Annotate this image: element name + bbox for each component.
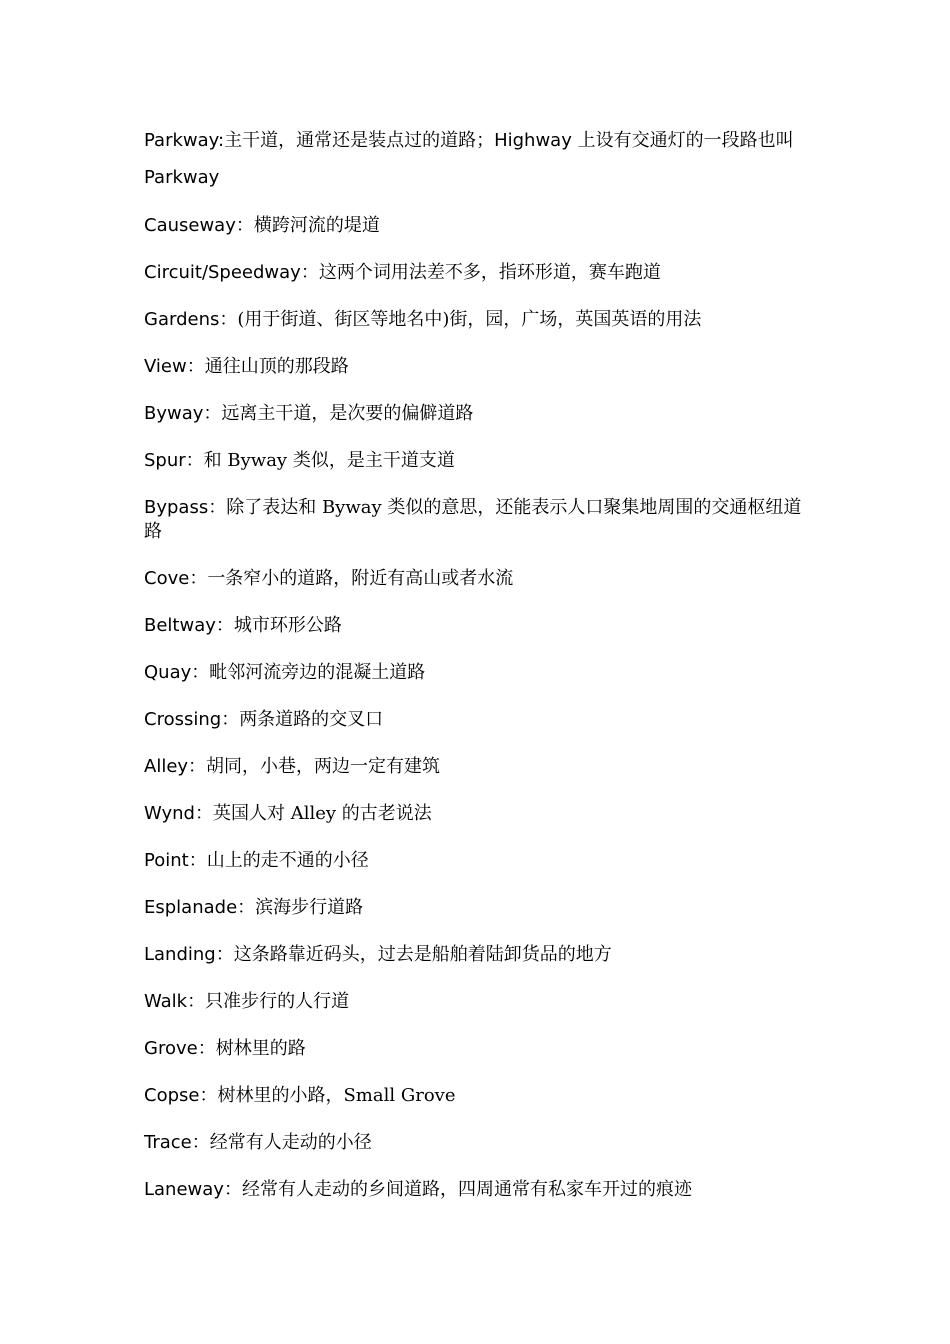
entry-term: Cove [144,568,190,589]
entry-definition: 横跨河流的堤道 [253,215,380,236]
entry-term: Alley [144,756,189,777]
entry-term: Landing [144,944,216,965]
entry-definition: 经常有人走动的乡间道路，四周通常有私家车开过的痕迹 [241,1179,692,1200]
entry-definition: 两条道路的交叉口 [239,709,384,730]
entry-term: Wynd [144,803,195,824]
entry-definition: 英国人对 Alley 的古老说法 [212,803,432,824]
entry-term: Walk [144,991,188,1012]
entry-separator: ： [197,1038,216,1059]
entry-definition: 树林里的小路，Small Grove [217,1085,456,1106]
entry-copse [144,1084,814,1108]
entry-alley [144,755,814,779]
document-page [144,122,814,1225]
entry-bypass [144,496,814,544]
entry-cove [144,567,814,591]
entry-definition: 滨海步行道路 [255,897,364,918]
entry-byway [144,402,814,426]
entry-esplanade [144,896,814,920]
entry-crossing [144,708,814,732]
entry-separator: ： [188,850,207,871]
entry-definition: 远离主干道，是次要的偏僻道路 [221,403,474,424]
entry-term: Grove [144,1038,198,1059]
entry-quay [144,661,814,685]
entry-separator: ： [223,1179,242,1200]
entry-grove [144,1037,814,1061]
entry-separator: ： [215,615,234,636]
entry-definition: 树林里的路 [215,1038,306,1059]
entry-term: Byway [144,403,204,424]
entry-separator: ： [188,756,207,777]
entry-term: Spur [144,450,186,471]
entry-separator: : [218,130,225,151]
entry-causeway [144,214,814,238]
entry-separator: ： [208,497,227,518]
entry-separator: ： [237,897,256,918]
entry-term: Copse [144,1085,200,1106]
entry-circuit-speedway [144,261,814,285]
entry-definition: 胡同，小巷，两边一定有建筑 [206,756,441,777]
entry-term: Quay [144,662,192,683]
entry-term: Crossing [144,709,222,730]
entry-definition: 通往山顶的那段路 [204,356,349,377]
entry-separator: ： [300,262,319,283]
entry-term: Bypass [144,497,209,518]
entry-definition: 城市环形公路 [233,615,342,636]
entry-definition: 和 Byway 类似，是主干道支道 [203,450,455,471]
entry-term: Gardens [144,309,220,330]
entry-separator: ： [215,944,234,965]
entry-landing [144,943,814,967]
entry-term: Beltway [144,615,216,636]
entry-term: Parkway [144,130,218,151]
entry-separator: ： [191,662,210,683]
entry-separator: ： [186,356,205,377]
entry-term: Laneway [144,1179,224,1200]
entry-definition: 毗邻河流旁边的混凝土道路 [209,662,426,683]
entry-walk [144,990,814,1014]
entry-separator: ： [199,1085,218,1106]
entry-beltway [144,614,814,638]
entry-spur [144,449,814,473]
entry-term: Esplanade [144,897,238,918]
entry-trace [144,1131,814,1155]
entry-view [144,355,814,379]
entry-separator: ： [191,1132,210,1153]
entry-definition: 经常有人走动的小径 [209,1132,372,1153]
entry-definition: 主干道，通常还是装点过的道路；Highway 上设有交通灯的一段路也叫 Parkway [144,130,794,188]
entry-point [144,849,814,873]
entry-parkway [144,122,814,196]
entry-definition: 一条窄小的道路，附近有高山或者水流 [207,568,514,589]
entry-definition: 这两个词用法差不多，指环形道，赛车跑道 [318,262,661,283]
entry-separator: ： [185,450,204,471]
entry-separator: ： [235,215,254,236]
entry-term: View [144,356,187,377]
entry-wynd [144,802,814,826]
entry-term: Circuit/Speedway [144,262,301,283]
entry-separator: ： [221,709,240,730]
entry-definition: (用于街道、街区等地名中)街，园，广场，英国英语的用法 [237,309,702,330]
entry-laneway [144,1178,814,1202]
entry-definition: 山上的走不通的小径 [206,850,369,871]
entry-term: Point [144,850,189,871]
entry-separator: ： [187,991,206,1012]
entry-term: Causeway [144,215,236,236]
entry-definition: 除了表达和 Byway 类似的意思，还能表示人口聚集地周围的交通枢纽道路 [144,497,802,542]
entry-definition: 只准步行的人行道 [205,991,350,1012]
entry-definition: 这条路靠近码头，过去是船舶着陆卸货品的地方 [233,944,612,965]
entry-separator: ： [194,803,213,824]
entry-separator: ： [219,309,238,330]
entry-gardens [144,308,814,332]
entry-term: Trace [144,1132,192,1153]
entry-separator: ： [189,568,208,589]
entry-separator: ： [203,403,222,424]
